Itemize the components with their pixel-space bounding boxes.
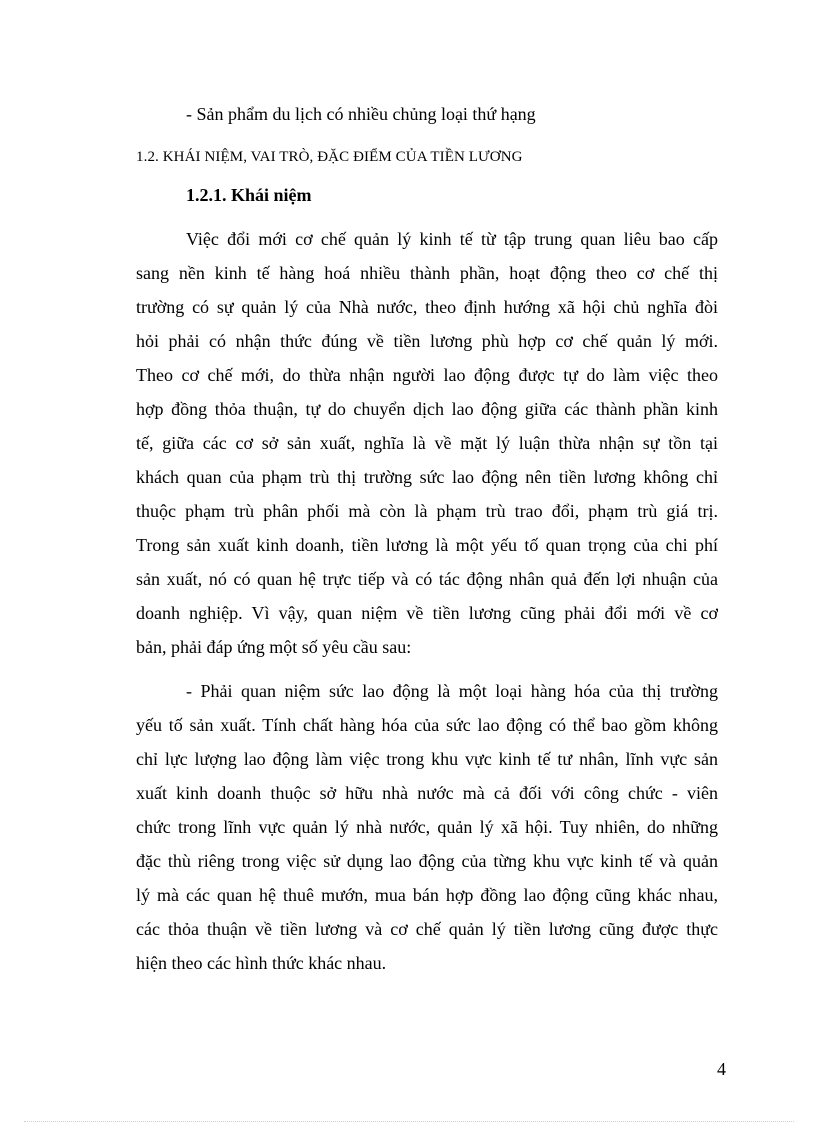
paragraph-line: chức trong lĩnh vực quản lý nhà nước, quản lý xã hội. Tuy nhiên, do những: [136, 817, 718, 837]
paragraph-line: - Phải quan niệm sức lao động là một loại hàng hóa của thị trường: [186, 681, 718, 701]
section-heading: 1.2. KHÁI NIỆM, VAI TRÒ, ĐẶC ĐIỂM CỦA TIỀN LƯƠNG: [136, 149, 523, 165]
intro-bullet-line: - Sản phẩm du lịch có nhiều chủng loại thứ hạng: [186, 104, 536, 124]
paragraph-line: thuộc phạm trù phân phối mà còn là phạm trù trao đổi, phạm trù giá trị.: [136, 501, 718, 521]
paragraph-line: Trong sản xuất kinh doanh, tiền lương là một yếu tố quan trọng của chi phí: [136, 535, 718, 555]
paragraph-line: khách quan của phạm trù thị trường sức lao động nên tiền lương không chỉ: [136, 467, 718, 487]
paragraph-line: bản, phải đáp ứng một số yêu cầu sau:: [136, 637, 412, 657]
paragraph-line: xuất kinh doanh thuộc sở hữu nhà nước mà cả đối với công chức - viên: [136, 783, 718, 803]
paragraph-line: doanh nghiệp. Vì vậy, quan niệm về tiền lương cũng phải đổi mới về cơ: [136, 603, 718, 623]
paragraph-line: các thỏa thuận về tiền lương và cơ chế quản lý tiền lương cũng được thực: [136, 919, 718, 939]
paragraph-line: đặc thù riêng trong việc sử dụng lao động của từng khu vực kinh tế và quản: [136, 851, 718, 871]
paragraph-line: chỉ lực lượng lao động làm việc trong khu vực kinh tế tư nhân, lĩnh vực sản: [136, 749, 718, 769]
paragraph-line: sản xuất, nó có quan hệ trực tiếp và có tác động nhân quả đến lợi nhuận của: [136, 569, 718, 589]
paragraph-line: Theo cơ chế mới, do thừa nhận người lao động được tự do làm việc theo: [136, 365, 718, 385]
paragraph-line: lý mà các quan hệ thuê mướn, mua bán hợp đồng lao động cũng khác nhau,: [136, 885, 718, 905]
paragraph-line: yếu tố sản xuất. Tính chất hàng hóa của sức lao động có thể bao gồm không: [136, 715, 718, 735]
paragraph-line: sang nền kinh tế hàng hoá nhiều thành phần, hoạt động theo cơ chế thị: [136, 263, 718, 283]
subsection-heading: 1.2.1. Khái niệm: [186, 185, 312, 205]
paragraph-line: hỏi phải có nhận thức đúng về tiền lương phù hợp cơ chế quản lý mới.: [136, 331, 718, 351]
footer-divider: [24, 1121, 794, 1122]
paragraph-line: Việc đổi mới cơ chế quản lý kinh tế từ tập trung quan liêu bao cấp: [186, 229, 718, 249]
page-number: 4: [717, 1059, 726, 1079]
paragraph-line: trường có sự quản lý của Nhà nước, theo định hướng xã hội chủ nghĩa đòi: [136, 297, 718, 317]
paragraph-line: hiện theo các hình thức khác nhau.: [136, 953, 387, 973]
paragraph-line: hợp đồng thỏa thuận, tự do chuyển dịch lao động giữa các thành phần kinh: [136, 399, 718, 419]
paragraph-line: tế, giữa các cơ sở sản xuất, nghĩa là về mặt lý luận thừa nhận sự tồn tại: [136, 433, 718, 453]
